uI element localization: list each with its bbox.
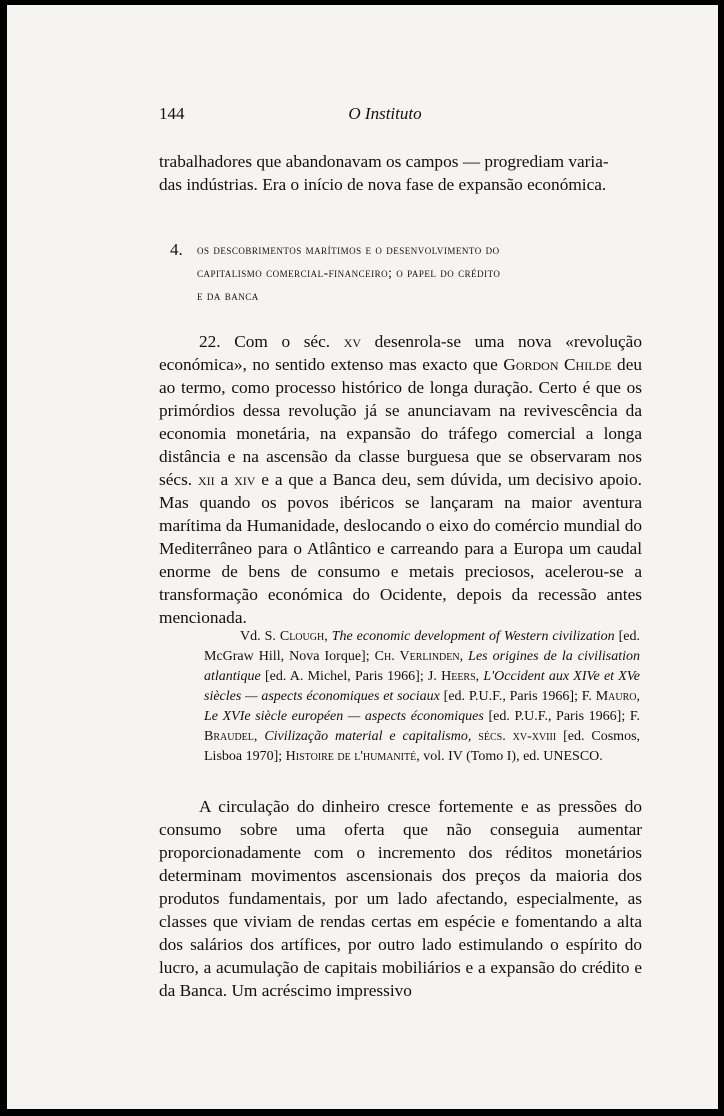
ref-text: , xyxy=(636,689,640,704)
ref-text: [ed. Cosmos, Lisboa 1970]; xyxy=(204,729,641,764)
para22-text: deu ao termo, como processo histórico de longa duração. Certo é que os primórdios dessa revolução já se anunciavam na revivescência da economia monetária, na expansão do tráfego comercial a longa distância e na ascensão da classe burguesa que se observaram nos sécs. xyxy=(159,355,643,489)
ref-text: [ed. A. Michel, Paris 1966]; J. xyxy=(260,669,442,684)
century-xiv: xiv xyxy=(234,470,256,489)
ref-text: , xyxy=(253,729,265,744)
ref-title: The economic development of Western civilization xyxy=(331,629,615,644)
ref-text: , xyxy=(324,629,332,644)
ref-centuries: sécs. xv-xviii xyxy=(478,729,557,744)
ref-title: Histoire de l'humanité xyxy=(285,749,417,764)
para22-text: 22. Com o séc. xyxy=(199,332,344,351)
ref-text: , vol. IV (Tomo I), ed. UNESCO. xyxy=(416,749,603,764)
intro-line-1: trabalhadores que abandonavam os campos — progrediam varia- xyxy=(159,152,609,171)
section-title-line-3: e da banca xyxy=(197,288,259,303)
ref-text: , xyxy=(475,669,484,684)
intro-paragraph xyxy=(159,150,642,196)
ref-author: Braudel xyxy=(204,729,254,744)
intro-line-2: das indústrias. Era o início de nova fase de expansão económica. xyxy=(159,175,607,194)
para22-text: a xyxy=(214,470,235,489)
ref-title: L'Occident aux XIVe et XVe siècles — aspects économiques et sociaux xyxy=(204,669,641,704)
final-paragraph: A circulação do dinheiro cresce fortemente e as pressões do consumo sobre uma oferta que não conseguia aumentar proporcionadamente com o incremento dos réditos monetários determinam movimentos ascensionais dos preços da maioria dos produtos fundamentais, por um lado afectando, especialmente, as classes que viviam de rendas certas em espécie e fomentando a alta dos salários dos artífices, por outro lado estimulando o espírito do lucro, a acumulação de capitais mobiliários e a expansão do crédito e da Banca. Um acréscimo impressivo xyxy=(159,797,642,1000)
running-title: O Instituto xyxy=(348,104,422,123)
ref-text: Vd. S. xyxy=(240,629,280,644)
ref-author: Clough xyxy=(279,629,325,644)
ref-author: Ch. Verlinden xyxy=(374,649,460,664)
section-title-line-1: os descobrimentos marítimos e o desenvolvimento do xyxy=(197,242,500,257)
ref-text: , xyxy=(467,729,479,744)
ref-title: Les origines de la civilisation atlantique xyxy=(204,649,640,684)
ref-author: Heers xyxy=(441,669,476,684)
ref-title: Civilização material e capitalismo xyxy=(264,729,468,744)
ref-text: , xyxy=(459,649,469,664)
section-heading xyxy=(170,238,640,307)
page-number: 144 xyxy=(159,104,185,123)
paragraph-22 xyxy=(159,330,642,629)
references-block xyxy=(204,627,640,767)
ref-author: Mauro xyxy=(595,689,637,704)
century-xv: xv xyxy=(343,332,362,351)
author-gordon-childe: Gordon Childe xyxy=(503,355,612,374)
section-title-line-2: capitalismo comercial-financeiro; o papel do crédito xyxy=(197,265,501,280)
ref-text: [ed. P.U.F., Paris 1966]; F. xyxy=(483,709,641,724)
ref-text: [ed. McGraw Hill, Nova Iorque]; xyxy=(204,629,640,664)
century-xii: xii xyxy=(197,470,215,489)
ref-text: [ed. P.U.F., Paris 1966]; F. xyxy=(439,689,596,704)
para22-text: desenrola-se uma nova «revolução económica», no sentido extenso mas exacto que xyxy=(159,332,642,374)
ref-title: Le XVIe siècle européen — aspects économiques xyxy=(204,709,484,724)
section-number: 4. xyxy=(170,240,183,259)
para22-text: e a que a Banca deu, sem dúvida, um decisivo apoio. Mas quando os povos ibéricos se lançaram na maior aventura marítima da Humanidade, deslocando o eixo do comércio mundial do Mediterrâneo para o Atlântico e carreando para a Europa um caudal enorme de bens de consumo e metais preciosos, acelerou-se a transformação económica do Ocidente, depois da recessão antes mencionada. xyxy=(159,470,642,627)
